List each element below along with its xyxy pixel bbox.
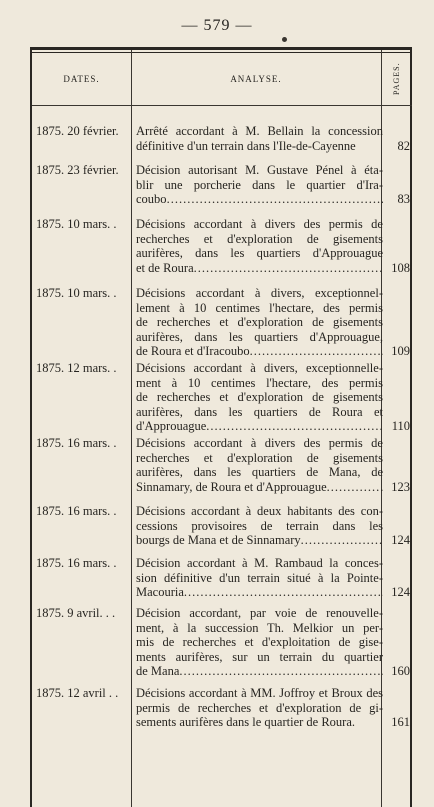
- header-pages: PAGES.: [392, 62, 401, 96]
- entry-description: [136, 436, 383, 494]
- entry-description: [136, 217, 383, 275]
- description-line: Décisions accordant à deux habitants des con-: [136, 504, 383, 518]
- description-line: de Mana: [136, 664, 180, 679]
- entry-page-number: 124: [391, 533, 410, 548]
- dot-leader: [327, 480, 383, 495]
- description-line: de recherches et d'exploration de gisements: [136, 390, 383, 405]
- entry-description: [136, 163, 383, 207]
- description-leader-line: [136, 344, 383, 359]
- entry-description: [136, 361, 383, 434]
- entry-date: 1875. 12 mars. .: [36, 361, 117, 375]
- page-number: — 579 —: [181, 17, 253, 34]
- dot-leader: [194, 261, 383, 276]
- entry-page-number: 82: [397, 138, 410, 153]
- dot-leader: [250, 344, 383, 359]
- description-leader-line: [136, 192, 383, 207]
- description-line: sion définitive d'un terrain situé à la Pointe-: [136, 570, 383, 585]
- dot-leader: [184, 585, 383, 600]
- entry-description: [136, 556, 383, 600]
- description-line: définitive d'un terrain dans l'Ile-de-Cayenne: [136, 138, 356, 153]
- description-line: ment, à la succession Th. Melkior un per-: [136, 620, 383, 635]
- ink-spot: [282, 37, 287, 42]
- description-line: de recherches et d'exploration de gisements: [136, 315, 383, 330]
- description-line: Décision accordant, par voie de renouvelle-: [136, 606, 383, 620]
- entry-description: [136, 686, 383, 730]
- header-rule: [32, 105, 131, 106]
- description-leader-line: [136, 664, 383, 679]
- description-line: bourgs de Mana et de Sinnamary: [136, 533, 301, 548]
- dot-leader: [301, 533, 383, 548]
- entry-description: [136, 124, 383, 153]
- description-line: Arrêté accordant à M. Bellain la concession: [136, 124, 383, 138]
- entry-page-number: 109: [391, 344, 410, 359]
- entry-date: 1875. 10 mars. .: [36, 286, 117, 300]
- entry-page-number: 83: [397, 192, 410, 207]
- header-analyse: ANALYSE.: [230, 74, 282, 84]
- dot-leader: [206, 419, 383, 434]
- description-line: aurifères, dans les quartiers d'Approuague: [136, 246, 383, 261]
- header-rule: [131, 105, 381, 106]
- description-line: aurifères, dans les quartiers de Mana, de: [136, 465, 383, 480]
- description-line: sements aurifères dans le quartier de Roura.: [136, 715, 356, 730]
- description-line: Sinnamary, de Roura et d'Approuague: [136, 479, 327, 494]
- entry-page-number: 160: [391, 664, 410, 679]
- header-rule: [381, 105, 412, 106]
- entry-date: 1875. 16 mars. .: [36, 556, 117, 570]
- header-dates: DATES.: [63, 74, 100, 84]
- description-leader-line: [136, 419, 383, 434]
- description-line: Décisions accordant à divers des permis de: [136, 217, 383, 231]
- description-line: aurifères, dans les quartiers d'Approuague,: [136, 329, 383, 344]
- entry-description: [136, 606, 383, 679]
- entry-description: [136, 286, 383, 359]
- description-line: ment à 10 centimes l'hectare, des permis: [136, 375, 383, 390]
- description-line: ments aurifères, sur un terrain du quartier: [136, 649, 383, 664]
- entry-date: 1875. 12 avril . .: [36, 686, 119, 700]
- dot-leader: [167, 192, 383, 207]
- entry-page-number: 123: [391, 479, 410, 494]
- description-line: recherches et d'exploration de gisements: [136, 231, 383, 246]
- entry-date: 1875. 16 mars. .: [36, 504, 117, 518]
- description-line: de Roura et d'Iracoubo: [136, 344, 250, 359]
- description-line: Décisions accordant à divers, exceptionnelle-: [136, 361, 383, 375]
- description-line: Décision autorisant M. Gustave Pénel à éta-: [136, 163, 383, 177]
- description-line: Décisions accordant à MM. Joffroy et Broux des: [136, 686, 383, 700]
- description-line: Décision accordant à M. Rambaud la conces-: [136, 556, 383, 570]
- entry-page-number: 124: [391, 585, 410, 600]
- description-line: et de Roura: [136, 260, 194, 275]
- entry-description: [136, 504, 383, 548]
- description-line: lement à 10 centimes l'hectare, des permis: [136, 300, 383, 315]
- entry-page-number: 108: [391, 260, 410, 275]
- entry-date: 1875. 20 février.: [36, 124, 119, 138]
- description-line: Macouria: [136, 585, 184, 600]
- description-line: Décisions accordant à divers des permis de: [136, 436, 383, 450]
- entry-date: 1875. 16 mars. .: [36, 436, 117, 450]
- description-leader-line: [136, 585, 383, 600]
- description-leader-line: [136, 261, 383, 276]
- entry-date: 1875. 10 mars. .: [36, 217, 117, 231]
- entry-date: 1875. 9 avril. . .: [36, 606, 116, 620]
- description-leader-line: [136, 480, 383, 495]
- description-line: mis de recherches et d'exploitation de gise-: [136, 635, 383, 650]
- description-line: Décisions accordant à divers, exceptionnel-: [136, 286, 383, 300]
- description-line: recherches et d'exploration de gisements: [136, 450, 383, 465]
- entry-page-number: 110: [391, 419, 410, 434]
- dot-leader: [179, 664, 383, 679]
- description-leader-line: [136, 533, 383, 548]
- index-table: [30, 47, 412, 807]
- description-line: blir une porcherie dans le quartier d'Ira-: [136, 177, 383, 192]
- description-line: aurifères, dans les quartiers de Roura et: [136, 404, 383, 419]
- description-line: d'Approuague: [136, 419, 207, 434]
- description-line: cessions provisoires de terrain dans les: [136, 518, 383, 533]
- entry-date: 1875. 23 février.: [36, 163, 119, 177]
- entry-page-number: 161: [391, 715, 410, 730]
- description-line: coubo: [136, 192, 167, 207]
- description-line: permis de recherches et d'exploration de gi-: [136, 700, 383, 715]
